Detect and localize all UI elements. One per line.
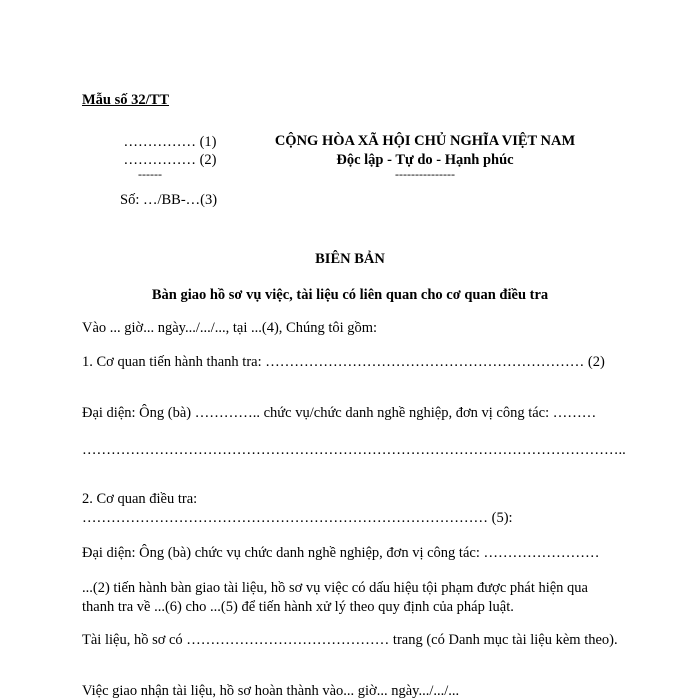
document-number: Số: …/BB-…(3) [120,192,218,208]
investigation-representative: Đại diện: Ông (bà) chức vụ chức danh nghề nghiệp, đơn vị công tác: …………………… [82,545,600,561]
form-number: Mẫu số 32/TT [82,92,170,108]
national-motto: Độc lập - Tự do - Hạnh phúc [336,152,514,168]
documents-paragraph: Tài liệu, hồ sơ có …………………………………… trang (có Danh mục tài liệu kèm theo). [82,632,618,648]
completion-line: Việc giao nhận tài liệu, hồ sơ hoàn thành vào... giờ... ngày.../.../... [82,683,460,699]
inspector-representative: Đại diện: Ông (bà) ………….. chức vụ/chức danh nghề nghiệp, đơn vị công tác: ……… [82,405,597,421]
handover-paragraph: ...(2) tiến hành bàn giao tài liệu, hồ sơ vụ việc có dấu hiệu tội phạm được phát hiện qua thanh tra về ...(6) cho ...(5) để tiến hành xử lý theo quy định của pháp luật. [82,580,588,615]
document-title: BIÊN BẢN [315,251,385,267]
inspector-agency: 1. Cơ quan tiến hành thanh tra: ………………………………………………………… (2) [82,354,605,370]
country-name: CỘNG HÒA XÃ HỘI CHỦ NGHĨA VIỆT NAM [274,133,576,149]
intro-line: Vào ... giờ... ngày.../.../..., tại ...(4), Chúng tôi gồm: [82,320,378,336]
org-line-2: …………… (2) [123,152,217,168]
org-line-1: …………… (1) [123,134,217,150]
motto-divider: --------------- [395,167,455,181]
investigation-agency-label: 2. Cơ quan điều tra: [82,491,198,507]
inspector-representative-continued: ………………………………………………………………………………………………….. [82,442,626,458]
org-divider: ------ [138,167,162,181]
investigation-agency-value: ………………………………………………………………………… (5): [82,510,513,526]
document-subtitle: Bàn giao hồ sơ vụ việc, tài liệu có liên quan cho cơ quan điều tra [151,287,549,303]
